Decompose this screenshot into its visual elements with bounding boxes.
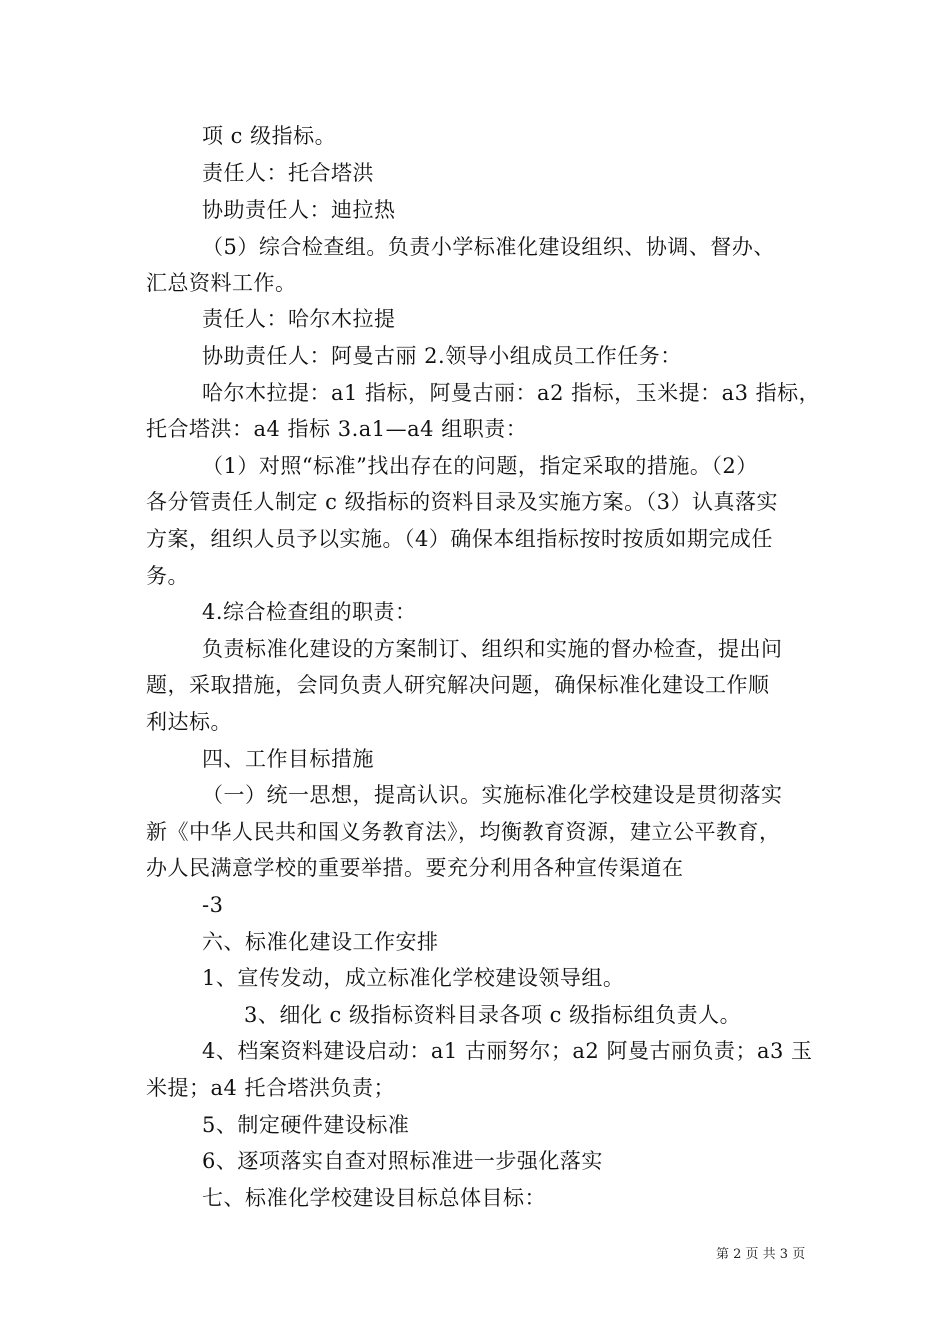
text-line: 6、逐项落实自查对照标准进一步强化落实	[202, 1149, 603, 1173]
text-line: 米提；a4 托合塔洪负责；	[146, 1076, 396, 1100]
text-line: 负责标准化建设的方案制订、组织和实施的督办检查，提出问	[202, 637, 783, 661]
text-line: 汇总资料工作。	[146, 271, 297, 295]
text-line: 4、档案资料建设启动：a1 古丽努尔；a2 阿曼古丽负责；a3 玉	[202, 1039, 813, 1063]
text-line: 新《中华人民共和国义务教育法》，均衡教育资源，建立公平教育，	[146, 820, 781, 844]
text-line: 哈尔木拉提：a1 指标，阿曼古丽：a2 指标，玉米提：a3 指标，	[202, 381, 821, 405]
section-heading: 六、标准化建设工作安排	[202, 930, 439, 954]
text-line: 题，采取措施，会同负责人研究解决问题，确保标准化建设工作顺	[146, 673, 770, 697]
text-line: 1、宣传发动，成立标准化学校建设领导组。	[202, 966, 625, 990]
section-heading: 四、工作目标措施	[202, 747, 374, 771]
page-marker: -3	[202, 893, 224, 917]
text-line: 4.综合检查组的职责：	[202, 600, 417, 624]
text-line: （5）综合检查组。负责小学标准化建设组织、协调、督办、	[202, 235, 775, 259]
section-heading: 七、标准化学校建设目标总体目标：	[202, 1186, 546, 1210]
text-line: 协助责任人：迪拉热	[202, 198, 396, 222]
text-line: 务。	[146, 564, 189, 588]
text-line: 方案，组织人员予以实施。（4）确保本组指标按时按质如期完成任	[146, 527, 773, 551]
text-line: 托合塔洪：a4 指标 3.a1—a4 组职责：	[146, 417, 528, 441]
text-line: 协助责任人：阿曼古丽 2.领导小组成员工作任务：	[202, 344, 682, 368]
text-line: 责任人：哈尔木拉提	[202, 307, 396, 331]
text-line: 责任人：托合塔洪	[202, 161, 374, 185]
text-line: 利达标。	[146, 710, 232, 734]
text-line: 办人民满意学校的重要举措。要充分利用各种宣传渠道在	[146, 856, 684, 880]
text-line: 各分管责任人制定 c 级指标的资料目录及实施方案。（3）认真落实	[146, 490, 778, 514]
page-footer: 第 2 页 共 3 页	[716, 1247, 806, 1262]
text-line: 3、细化 c 级指标资料目录各项 c 级指标组负责人。	[244, 1003, 742, 1027]
text-line: （一）统一思想，提高认识。实施标准化学校建设是贯彻落实	[202, 783, 783, 807]
text-line: 5、制定硬件建设标准	[202, 1113, 410, 1137]
text-line: （1）对照“标准”找出存在的问题，指定采取的措施。（2）	[202, 454, 758, 478]
text-line: 项 c 级指标。	[202, 124, 337, 148]
